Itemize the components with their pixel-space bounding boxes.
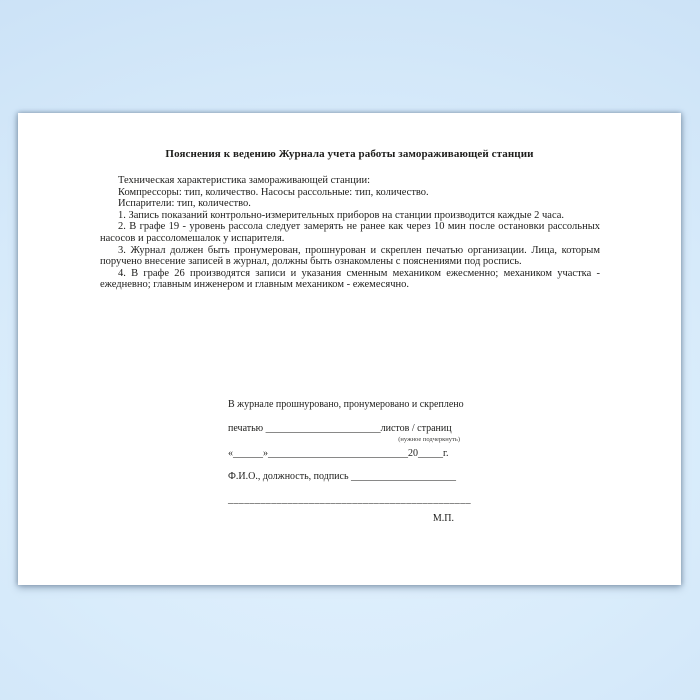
paragraph-item-1: 1. Запись показаний контрольно-измерительных приборов на станции производится каждые 2 часа.	[118, 209, 565, 221]
sealed-sheets-pages-line: печатью _______________________листов / страниц	[228, 423, 452, 434]
paragraph-technical-characteristics: Техническая характеристика замораживающей станции:	[118, 175, 371, 186]
stamp-place-mark: М.П.	[432, 513, 454, 524]
journal-certification-block	[228, 399, 471, 525]
document-body	[100, 175, 600, 291]
signature-blank-line: _____________________________________________	[228, 494, 471, 505]
name-position-signature-line: Ф.И.О., должность, подпись _____________________	[228, 471, 457, 482]
paragraph-evaporators: Испарители: тип, количество.	[118, 198, 251, 210]
date-blank-line: «______»____________________________20_____г.	[228, 448, 449, 459]
document-title: Пояснения к ведению Журнала учета работы замораживающей станции	[165, 148, 534, 160]
paragraph-item-3: 3. Журнал должен быть пронумерован, прошнурован и скреплен печатью организации. Лица, которым поручено внесение записей в журнал, должны быть ознакомлены с пояснениями под роспись.	[100, 244, 600, 268]
paragraph-compressors: Компрессоры: тип, количество. Насосы рассольные: тип, количество.	[118, 186, 429, 198]
paragraph-item-4: 4. В графе 26 производятся записи и указания сменным механиком ежесменно; механиком участка - ежедневно; главным инженером и главным механиком - ежемесячно.	[100, 267, 600, 291]
paragraph-item-2: 2. В графе 19 - уровень рассола следует замерять не ранее как через 10 мин после остановки рассольных насосов и рассоломешалок у испарителя.	[100, 221, 600, 244]
underline-as-needed-note: (нужное подчеркнуть)	[398, 436, 460, 443]
certification-intro-line: В журнале прошнуровано, пронумеровано и скреплено	[228, 399, 464, 410]
document-page	[18, 113, 681, 585]
